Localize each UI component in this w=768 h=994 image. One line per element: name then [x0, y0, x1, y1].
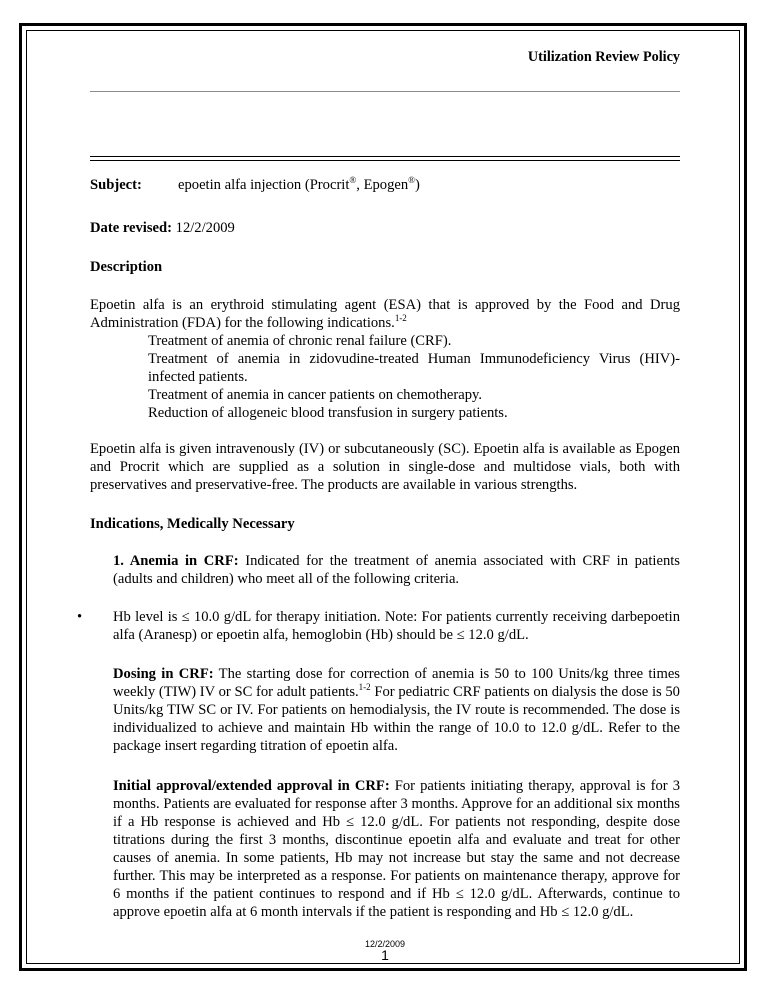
header-rule: [90, 91, 680, 92]
approval-paragraph: Initial approval/extended approval in CRF: For patients initiating therapy, approval is for 3 months. Patients are evaluated for response after 3 months. Approve for an additional six months if a Hb response is achieved and Hb ≤ 12.0 g/dL. For patients not responding, despite dose titrations during the first 3 months, discontinue epoetin alfa and evaluate and treat for other causes of anemia. In some patients, Hb may not increase but stay the same and not decrease further. This may be interpreted as a response. For patients on maintenance therapy, approve for 6 months if the patient continues to respond and if Hb ≤ 12.0 g/dL. Afterwards, continue to approve epoetin alfa at 6 month intervals if the patient is responding and Hb ≤ 12.0 g/dL.: [113, 778, 680, 920]
header-double-rule: [90, 156, 680, 161]
subject-value: epoetin alfa injection (Procrit®, Epogen®): [178, 175, 420, 193]
dosing-paragraph: Dosing in CRF: The starting dose for correction of anemia is 50 to 100 Units/kg three times weekly (TIW) IV or SC for adult patients.$^{1-2}$ For pediatric CRF patients on dialysis the dose is 50 Units/kg TIW SC or IV. For patients on hemodialysis, the IV route is recommended. The dose is individualized to achieve and maintain Hb within the range of 10.0 to 12.0 g/dL. Refer to the package insert regarding titration of epoetin alfa.: [113, 666, 680, 754]
description-heading: Description: [90, 259, 163, 275]
bullet-text: Hb level is ≤ 10.0 g/dL for therapy initiation. Note: For patients currently receiving darbepoetin alfa (Aranesp) or epoetin alfa, hemoglobin (Hb) should be ≤ 12.0 g/dL.: [113, 609, 680, 643]
indication-item: Treatment of anemia in cancer patients on chemotherapy.: [148, 387, 483, 403]
bullet-icon: •: [77, 609, 83, 625]
crf-item: 1. Anemia in CRF: Indicated for the treatment of anemia associated with CRF in patients (adults and children) who meet all of the following criteria.: [113, 553, 680, 587]
indication-list: [90, 332, 680, 422]
page-number: 1: [381, 947, 389, 963]
indication-item: Reduction of allogeneic blood transfusion in surgery patients.: [148, 405, 508, 421]
indications-heading: Indications, Medically Necessary: [90, 516, 295, 532]
indication-item: Treatment of anemia of chronic renal failure (CRF).: [148, 333, 452, 349]
header-title: Utilization Review Policy: [527, 49, 680, 65]
footer-date: 12/2/2009: [364, 939, 406, 949]
date-revised-label: Date revised:: [90, 220, 172, 236]
indication-item: Treatment of anemia in zidovudine-treated Human Immunodeficiency Virus (HIV)-infected patients.: [148, 351, 680, 385]
subject-row: [90, 176, 420, 194]
criteria-bullet: [77, 608, 680, 644]
description-intro: Epoetin alfa is an erythroid stimulating agent (ESA) that is approved by the Food and Drug Administration (FDA) for the following indications.$^{1-2}$: [90, 297, 680, 331]
date-revised-value: 12/2/2009: [175, 220, 235, 236]
subject-label: Subject:: [90, 177, 142, 193]
administration-paragraph: Epoetin alfa is given intravenously (IV) or subcutaneously (SC). Epoetin alfa is available as Epogen and Procrit which are supplied as a solution in single-dose and multidose vials, both with preservatives and preservative-free. The products are available in various strengths.: [90, 441, 680, 493]
date-revised-row: [90, 219, 235, 237]
